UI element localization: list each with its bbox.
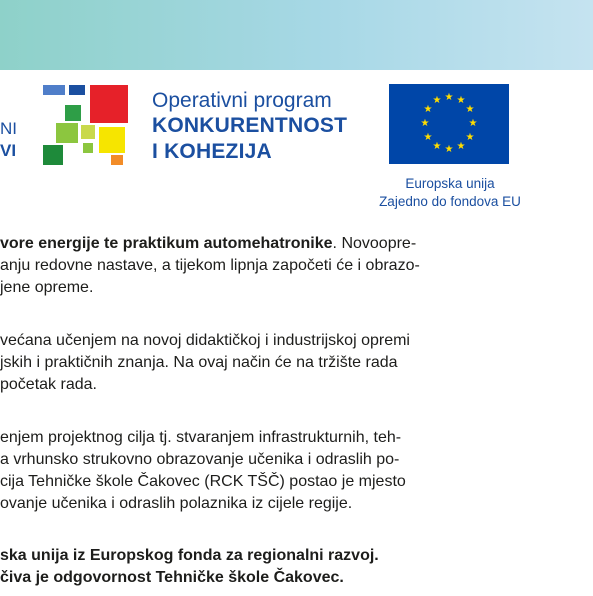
paragraph-1-line1 <box>0 233 593 255</box>
paragraph-2-line2: jskih i praktičnih znanja. Na ovaj način će na tržište rada <box>0 354 398 371</box>
paragraph-1 <box>0 233 593 299</box>
svg-text:★: ★ <box>444 144 454 155</box>
op-mosaic-logo-icon <box>43 85 128 165</box>
op-logo-line3: I KOHEZIJA <box>152 140 272 163</box>
header-band <box>0 0 593 70</box>
svg-text:★: ★ <box>423 132 433 143</box>
footer-line1: ska unija iz Europskog fonda za regionalni razvoj. <box>0 547 379 564</box>
op-logo-line1: Operativni program <box>152 89 332 112</box>
svg-text:★: ★ <box>468 118 478 129</box>
svg-text:★: ★ <box>420 118 430 129</box>
eu-caption-line1: Europska unija <box>405 176 495 191</box>
paragraph-2-line1: većana učenjem na novoj didaktičkoj i industrijskoj opremi <box>0 332 410 349</box>
paragraph-2 <box>0 330 593 396</box>
paragraph-1-line3: jene opreme. <box>0 279 94 296</box>
paragraph-1-line1-rest: . Novoopre- <box>332 235 417 252</box>
eu-stars-icon <box>389 84 509 164</box>
paragraph-3-line3: cija Tehničke škole Čakovec (RCK TŠČ) postao je mjesto <box>0 473 406 490</box>
paragraph-3-line4: ovanje učenika i odraslih polaznika iz cijele regije. <box>0 495 353 512</box>
eu-caption <box>360 175 540 211</box>
paragraph-3 <box>0 427 593 515</box>
footer-note <box>0 545 593 589</box>
svg-text:★: ★ <box>456 95 466 106</box>
eu-caption-line2: Zajedno do fondova EU <box>379 194 521 209</box>
paragraph-2-line3: početak rada. <box>0 376 97 393</box>
paragraph-1-line2: anju redovne nastave, a tijekom lipnja započeti će i obrazo- <box>0 257 420 274</box>
paragraph-3-line2: a vrhunsko strukovno obrazovanje učenika i odraslih po- <box>0 451 400 468</box>
svg-text:★: ★ <box>432 95 442 106</box>
svg-text:★: ★ <box>465 104 475 115</box>
svg-text:★: ★ <box>456 141 466 152</box>
eu-flag-icon <box>389 84 509 164</box>
paragraph-1-bold: vore energije te praktikum automehatronike <box>0 235 333 252</box>
partner-logo-line2: VI <box>0 141 17 160</box>
partner-logo-line1: NI <box>0 119 17 138</box>
svg-text:★: ★ <box>465 132 475 143</box>
footer-line2: čiva je odgovornost Tehničke škole Čakovec. <box>0 569 344 586</box>
svg-text:★: ★ <box>432 141 442 152</box>
svg-text:★: ★ <box>423 104 433 115</box>
op-logo-line2: KONKURENTNOST <box>152 114 348 137</box>
svg-text:★: ★ <box>444 92 454 103</box>
op-logo-text <box>152 88 347 165</box>
paragraph-3-line1: enjem projektnog cilja tj. stvaranjem infrastrukturnih, teh- <box>0 429 402 446</box>
partner-logo-fragment <box>0 118 17 162</box>
